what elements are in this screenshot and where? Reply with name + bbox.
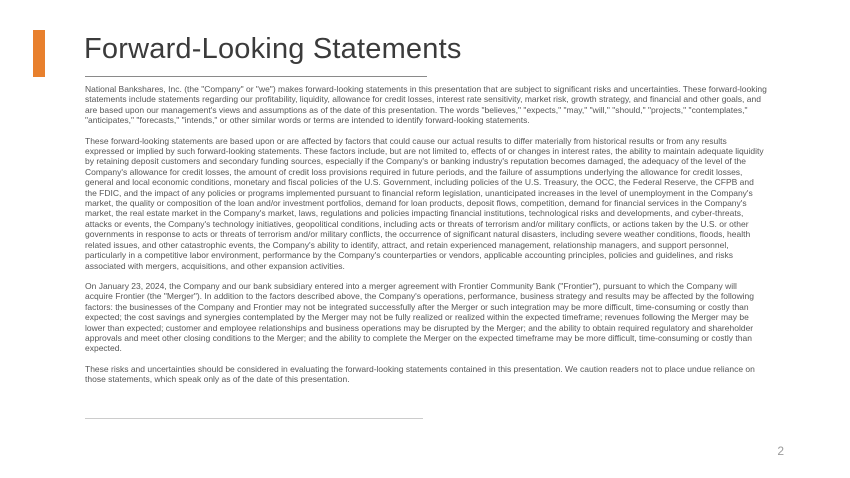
- slide-title: Forward-Looking Statements: [84, 33, 462, 65]
- title-underline: [85, 76, 427, 77]
- paragraph-intro: National Bankshares, Inc. (the "Company" or "we") makes forward-looking statements in this presentation that are subject to significant risks and uncertainties. These forward-looking statements include statements regarding our profitability, liquidity, allowance for credit losses, interest rate sensitivity, market risk, growth strategy, and financial and other goals, and are based upon our management's views and assumptions as of the date of this presentation. The words "believes," "expects," "may," "will," "should," "projects," "contemplates," "anticipates," "forecasts," "intends," or other similar words or terms are intended to identify forward-looking statements.: [85, 84, 767, 126]
- paragraph-merger: On January 23, 2024, the Company and our bank subsidiary entered into a merger agreement with Frontier Community Bank ("Frontier"), pursuant to which the Company will acquire Frontier (the "Merger"). In addition to the factors described above, the Company's operations, performance, business strategy and results may be affected by the following factors: the businesses of the Company and Frontier may not be integrated successfully after the Merger or such integration may be more difficult, time-consuming or costly than expected; the cost savings and synergies contemplated by the Merger may not be fully realized or realized within the expected timeframe; revenues following the Merger may be lower than expected; customer and employee relationships and business operations may be disrupted by the Merger; and the ability to obtain required regulatory and shareholder approvals and meet other closing conditions to the Merger; and the ability to complete the Merger on the expected timeframe may be more difficult, time-consuming or costly than expected.: [85, 280, 754, 354]
- page-number: 2: [777, 444, 784, 458]
- paragraph-risk-factors: These forward-looking statements are based upon or are affected by factors that could cause our actual results to differ materially from historical results or from any results expressed or implied by such forward-looking statements. These factors include, but are not limited to, effects of or changes in interest rates, the ability to maintain adequate liquidity by retaining deposit customers and secondary funding sources, especially if the Company's or banking industry's reputation becomes damaged, the adequacy of the level of the Company's allowance for credit losses, the amount of credit loss provisions required in future periods, and the failure of assumptions underlying the allowance for credit losses, general and local economic conditions, monetary and fiscal policies of the U.S. Government, including policies of the U.S. Treasury, the OCC, the Federal Reserve, the CFPB and the FDIC, and the impact of any policies or programs implemented pursuant to financial reform legislation, unanticipated increases in the level of unemployment in the Company's market, the quality or composition of the loan and/or investment portfolios, demand for loan products, deposit flows, competition, demand for financial services in the Company's market, the real estate market in the Company's market, laws, regulations and policies impacting financial institutions, technological risks and developments, and cyber-threats, attacks or events, the Company's technology initiatives, geopolitical conditions, including acts or threats of terrorism and/or military conflicts, or actions taken by the U.S. or other governments in response to acts or threats of terrorism and/or military conflicts, the occurrence of significant natural disasters, including severe weather conditions, floods, health related issues, and other catastrophic events, the Company's ability to identify, attract, and retain experienced management, relationship managers, and support personnel, particularly in a competitive labor environment, performance by the Company's counterparties or vendors, applicable accounting principles, policies and guidelines, and risks associated with mergers, acquisitions, and other expansion activities.: [85, 135, 764, 271]
- footer-rule: [85, 418, 423, 419]
- paragraph-caution: These risks and uncertainties should be considered in evaluating the forward-looking statements contained in this presentation. We caution readers not to place undue reliance on those statements, which speak only as of the date of this presentation.: [85, 363, 755, 385]
- accent-bar: [33, 30, 45, 77]
- disclaimer-body: [85, 84, 767, 385]
